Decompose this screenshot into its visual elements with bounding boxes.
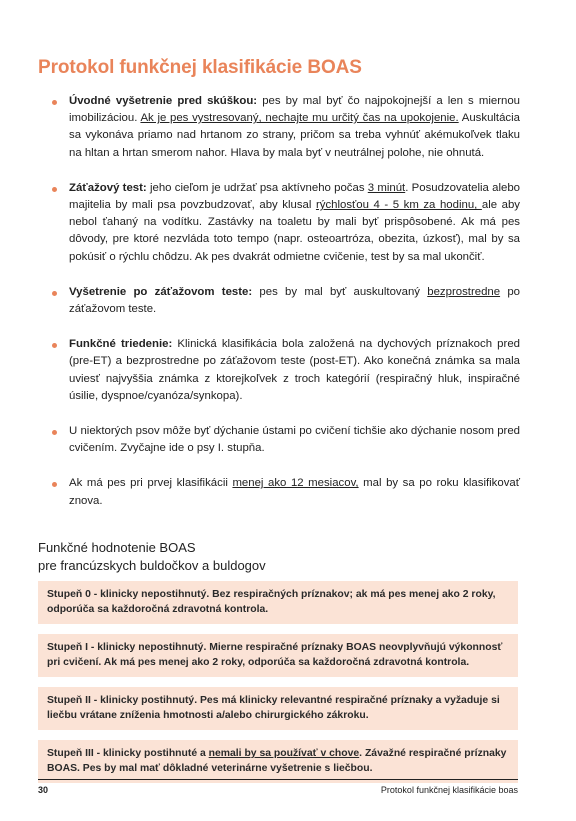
- text-run: pes by mal byť čo najpokojnejší a len s miernou imobilizáciou.: [69, 95, 521, 125]
- bullet-dot-icon: [52, 430, 57, 435]
- bullet-text: [69, 286, 520, 315]
- section-heading-line-1: Funkčné hodnotenie BOAS: [38, 540, 196, 555]
- bullet-text: [69, 477, 520, 506]
- text-run: Stupeň 0 - klinicky nepostihnutý. Bez respiračných príznakov; ak má pes menej ako 2 roky, odporúča sa každoročná zdravotná kontrola.: [47, 589, 496, 615]
- underlined-text: bezprostredne: [427, 285, 501, 298]
- bullet-dot-icon: [52, 291, 57, 296]
- bullet-text: [69, 338, 520, 402]
- bullet-dot-icon: [52, 343, 57, 348]
- text-run: Auskultácia sa vykonáva priamo nad hrtanom zo strany, pričom sa treba vyhnúť akémukoľvek tlaku na hltan a hrtan smerom nahor. Hlava by mala byť v neutrálnej polohe, nie ohnutá.: [69, 112, 520, 159]
- underlined-text: rýchlosťou 4 - 5 km za hodinu,: [315, 199, 482, 212]
- underlined-text: 3 minút: [367, 181, 406, 194]
- bold-label: Úvodné vyšetrenie pred skúškou:: [69, 95, 258, 107]
- bullet-reclassification: [50, 475, 520, 509]
- grade-box-3: [38, 740, 518, 783]
- text-run: . Posudzovatelia alebo majitelia by mali psa povzbudzovať, aby klusal: [69, 181, 521, 212]
- bold-label: Funkčné triedenie:: [69, 338, 173, 351]
- text-run: Ak má pes pri prvej klasifikácii: [69, 477, 233, 490]
- underlined-text: menej ako 12 mesiacov,: [232, 477, 359, 490]
- text-run: Stupeň II - klinicky postihnutý. Pes má klinicky relevantné respiračné príznaky a vyžaduje si liečbu vrátane zníženia hmotnosti a/alebo chirurgického zákroku.: [47, 695, 500, 721]
- protocol-bullet-list: [50, 93, 520, 528]
- page-number: 30: [38, 785, 49, 795]
- bullet-text: [69, 182, 520, 263]
- bullet-functional-grading: [50, 336, 520, 405]
- underlined-text: nemali by sa používať v chove: [208, 748, 360, 759]
- bullet-exercise-test: [50, 180, 520, 266]
- section-heading: [38, 539, 266, 575]
- text-run: Klinická klasifikácia bola založená na dychových príznakoch pred (pre-ET) a bezprostredne po záťažovom teste (post-ET). Ako konečná známka sa mala uviesť najvyššia známka z ktorejkoľvek z troch kategórií (respiračný hluk, inspiračné úsilie, dyspnoe/cyanóza/synkopa).: [69, 338, 520, 402]
- grade-box-1: [38, 634, 518, 677]
- bold-label: Záťažový test:: [69, 181, 147, 194]
- underlined-text: Ak je pes vystresovaný, nechajte mu určitý čas na upokojenie.: [140, 112, 459, 125]
- bullet-dot-icon: [52, 482, 57, 487]
- grade-box-0: [38, 581, 518, 624]
- running-title: Protokol funkčnej klasifikácie boas: [380, 785, 518, 795]
- text-run: po záťažovom teste.: [69, 285, 521, 316]
- bullet-dot-icon: [52, 100, 57, 105]
- text-run: Stupeň III - klinicky postihnuté a: [47, 748, 209, 759]
- text-run: jeho cieľom je udržať psa aktívneho počas: [146, 181, 368, 194]
- bullet-post-exam: [50, 284, 520, 318]
- text-run: U niektorých psov môže byť dýchanie ústami po cvičení tichšie ako dýchanie nosom pred cvičením. Zvyčajne ide o psy I. stupňa.: [69, 425, 520, 455]
- bullet-dot-icon: [52, 187, 57, 192]
- grade-box-list: [38, 581, 518, 793]
- footer-divider: [38, 779, 518, 780]
- text-run: mal by sa po roku klasifikovať znova.: [69, 477, 521, 507]
- page-title: Protokol funkčnej klasifikácie BOAS: [38, 57, 362, 78]
- text-run: pes by mal byť auskultovaný: [252, 285, 428, 298]
- bullet-mouth-breathing: [50, 423, 520, 457]
- bullet-initial-exam: [50, 93, 520, 162]
- section-heading-line-2: pre francúzskych buldočkov a buldogov: [38, 558, 266, 573]
- text-run: Stupeň I - klinicky nepostihnutý. Mierne respiračné príznaky BOAS neovplyvňujú výkonnosť pri cvičení. Ak má pes menej ako 2 roky, odporúča sa každoročná zdravotná kontrola.: [47, 642, 503, 668]
- bullet-text: [69, 95, 520, 159]
- text-run: . Závažné respiračné príznaky BOAS. Pes by mal mať dôkladné veterinárne vyšetrenie s liečbou.: [47, 748, 507, 774]
- grade-box-2: [38, 687, 518, 730]
- bold-label: Vyšetrenie po záťažovom teste:: [69, 285, 253, 298]
- bullet-text: [69, 425, 520, 454]
- text-run: ale aby nebol ťahaný na vodítku. Zastávky na toaletu by mali byť prispôsobené. Ak má pes dôvody, pre ktoré nezvláda toto tempo (napr. osteoartróza, obezita, úzkosť), mal by sa pokúsiť o rýchlu chôdzu. Ak pes dvakrát odmietne cvičenie, test by sa mal ukončiť.: [69, 199, 520, 263]
